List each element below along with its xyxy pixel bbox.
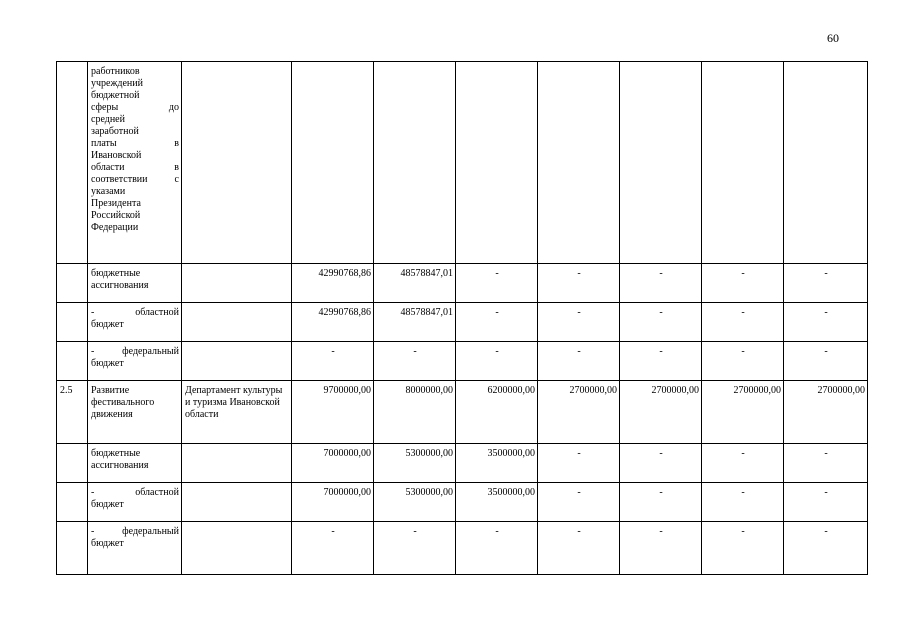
measure-name-cell: бюджетные ассигнования [88,264,182,303]
measure-name-line: бюджет [91,499,124,510]
value-cell: - [784,522,868,575]
value-cell: - [784,342,868,381]
value-cell: - [538,483,620,522]
value-cell [784,62,868,264]
measure-name-line: области в [91,162,179,173]
value-cell: 5300000,00 [374,483,456,522]
value-cell [538,62,620,264]
measure-name-cell [88,342,182,381]
value-cell: - [702,483,784,522]
value-cell: - [456,342,538,381]
value-cell: 2700000,00 [702,381,784,444]
table-row [57,303,868,342]
measure-name-line: бюджет [91,358,124,369]
row-number-cell [57,62,88,264]
value-cell: - [702,444,784,483]
value-cell: 7000000,00 [292,444,374,483]
executor-cell: Департамент культуры и туризма Ивановской области [182,381,292,444]
value-cell [456,62,538,264]
page-number: 60 [827,31,839,45]
value-cell: 7000000,00 [292,483,374,522]
measure-name-line: Российской [91,210,141,221]
value-cell: - [620,522,702,575]
measure-name-cell [88,62,182,264]
value-cell: 2700000,00 [784,381,868,444]
value-cell: 48578847,01 [374,264,456,303]
measure-name-line: бюджет [91,319,124,330]
row-number-cell [57,264,88,303]
measure-name-line: средней [91,114,125,125]
measure-name-line: учреждений [91,78,143,89]
value-cell: - [784,483,868,522]
value-cell [292,62,374,264]
measure-name-line: работников [91,66,140,77]
value-cell: 48578847,01 [374,303,456,342]
measure-name-line: соответствии с [91,174,179,185]
measure-name-line: Ивановской [91,150,142,161]
value-cell: - [702,303,784,342]
measure-name-cell [88,303,182,342]
table-row [57,483,868,522]
measure-name-line: сферы до [91,102,179,113]
value-cell: 6200000,00 [456,381,538,444]
measure-name-cell [88,483,182,522]
value-cell: - [784,264,868,303]
row-number-cell [57,522,88,575]
value-cell: - [702,342,784,381]
executor-cell [182,303,292,342]
value-cell: - [538,522,620,575]
value-cell: 2700000,00 [538,381,620,444]
executor-cell [182,444,292,483]
value-cell: - [784,303,868,342]
value-cell [374,62,456,264]
value-cell [620,62,702,264]
value-cell: - [620,444,702,483]
table-row [57,381,868,444]
table-row [57,264,868,303]
executor-cell [182,522,292,575]
value-cell: - [702,522,784,575]
value-cell: 5300000,00 [374,444,456,483]
value-cell: - [374,342,456,381]
table-body [57,62,868,575]
value-cell: - [538,444,620,483]
value-cell: 8000000,00 [374,381,456,444]
executor-cell [182,62,292,264]
value-cell: 3500000,00 [456,444,538,483]
value-cell: 2700000,00 [620,381,702,444]
executor-cell [182,342,292,381]
row-number-cell [57,303,88,342]
measure-name-line: - федеральный [91,346,179,357]
row-number-cell [57,483,88,522]
value-cell: - [538,264,620,303]
measure-name-line: заработной [91,126,139,137]
measure-name-line: платы в [91,138,179,149]
value-cell: - [292,342,374,381]
table-row [57,342,868,381]
measure-name-line: указами [91,186,126,197]
value-cell: - [620,342,702,381]
value-cell [702,62,784,264]
table-row [57,522,868,575]
measure-name-line: бюджетной [91,90,140,101]
value-cell: 3500000,00 [456,483,538,522]
row-number-cell [57,342,88,381]
budget-table [56,61,868,575]
measure-name-cell [88,522,182,575]
measure-name-line: - областной [91,307,179,318]
executor-cell [182,483,292,522]
table-row-continued [57,62,868,264]
value-cell: - [620,483,702,522]
value-cell: - [620,303,702,342]
row-number-cell: 2.5 [57,381,88,444]
measure-name-line: бюджет [91,538,124,549]
measure-name-cell: бюджетные ассигнования [88,444,182,483]
value-cell: - [374,522,456,575]
value-cell: - [456,264,538,303]
value-cell: - [702,264,784,303]
value-cell: - [538,342,620,381]
value-cell: - [538,303,620,342]
value-cell: - [456,303,538,342]
measure-name-cell: Развитие фестивального движения [88,381,182,444]
row-number-cell [57,444,88,483]
value-cell: - [456,522,538,575]
measure-name-line: - областной [91,487,179,498]
table-row [57,444,868,483]
value-cell: - [620,264,702,303]
value-cell: 42990768,86 [292,264,374,303]
value-cell: 42990768,86 [292,303,374,342]
executor-cell [182,264,292,303]
value-cell: 9700000,00 [292,381,374,444]
measure-name-line: - федеральный [91,526,179,537]
value-cell: - [784,444,868,483]
value-cell: - [292,522,374,575]
measure-name-line: Президента [91,198,141,209]
measure-name-line: Федерации [91,222,139,233]
